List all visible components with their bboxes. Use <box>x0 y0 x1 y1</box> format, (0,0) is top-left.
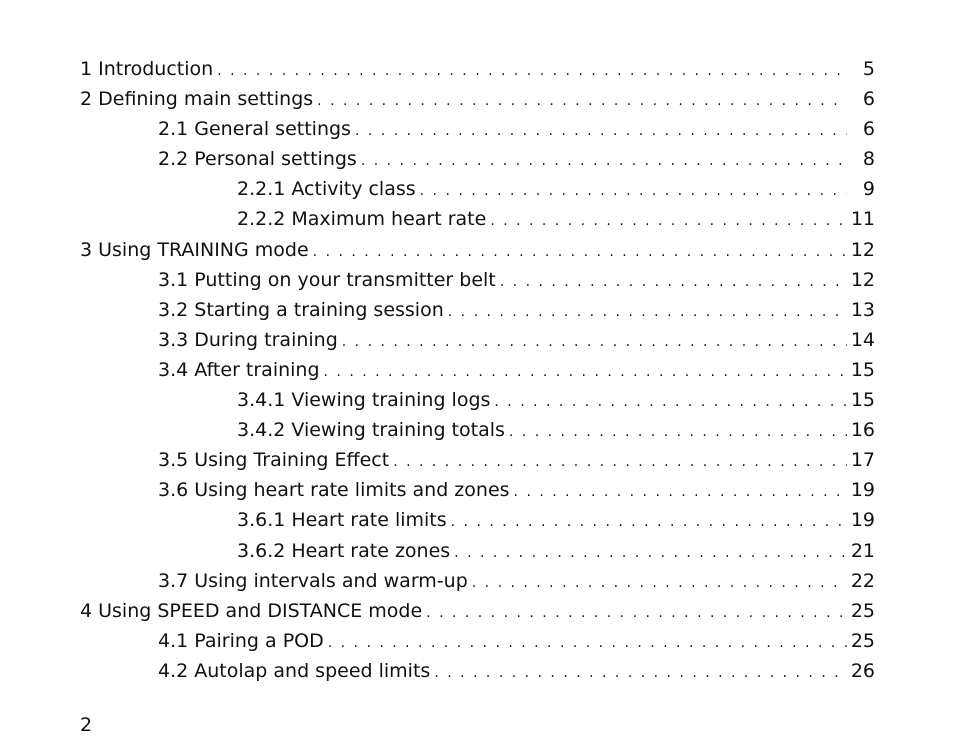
toc-entry[interactable] <box>80 355 875 385</box>
toc-entry[interactable] <box>80 385 875 415</box>
toc-entry-page: 26 <box>850 659 875 682</box>
toc-dot-leader <box>434 658 847 688</box>
toc-dot-leader <box>317 86 847 116</box>
toc-entry-page: 21 <box>850 539 875 562</box>
toc-dot-leader <box>324 357 847 387</box>
toc-entry-page: 19 <box>850 509 875 532</box>
toc-entry-page: 16 <box>850 419 875 442</box>
toc-entry[interactable] <box>80 84 875 114</box>
toc-dot-leader <box>217 56 847 86</box>
page-number: 2 <box>80 714 93 736</box>
toc-entry[interactable] <box>80 204 875 234</box>
toc-entry[interactable] <box>80 325 875 355</box>
toc-entry-page: 22 <box>850 569 875 592</box>
toc-dot-leader <box>328 628 847 658</box>
toc-entry[interactable] <box>80 114 875 144</box>
toc-dot-leader <box>448 297 847 327</box>
toc-entry-title: 4.2 Autolap and speed limits <box>158 659 431 682</box>
toc-entry-title: 3.4.2 Viewing training totals <box>237 419 505 442</box>
toc-entry[interactable] <box>80 505 875 535</box>
toc-dot-leader <box>472 568 847 598</box>
toc-entry[interactable] <box>80 536 875 566</box>
toc-entry-title: 1 Introduction <box>80 58 214 80</box>
toc-dot-leader <box>342 327 847 357</box>
toc-entry-title: 3.4.1 Viewing training logs <box>237 389 491 412</box>
toc-entry-title: 3.6.1 Heart rate limits <box>237 509 447 532</box>
toc-entry[interactable] <box>80 415 875 445</box>
toc-entry-title: 4 Using SPEED and DISTANCE mode <box>80 599 423 622</box>
toc-entry-page: 19 <box>850 479 875 502</box>
toc-dot-leader <box>313 237 847 267</box>
toc-entry-page: 5 <box>862 58 875 80</box>
toc-entry-title: 3 Using TRAINING mode <box>80 238 309 261</box>
toc-entry[interactable] <box>80 596 875 626</box>
toc-entry-title: 4.1 Pairing a POD <box>158 629 324 652</box>
toc-entry-page: 6 <box>862 118 875 141</box>
table-of-contents <box>80 54 875 686</box>
toc-entry[interactable] <box>80 475 875 505</box>
toc-entry[interactable] <box>80 566 875 596</box>
toc-entry-title: 3.6.2 Heart rate zones <box>237 539 451 562</box>
toc-entry[interactable] <box>80 295 875 325</box>
toc-dot-leader <box>451 507 847 537</box>
toc-dot-leader <box>494 387 846 417</box>
toc-entry-title: 3.7 Using intervals and warm-up <box>158 569 468 592</box>
toc-entry[interactable] <box>80 144 875 174</box>
toc-entry[interactable] <box>80 54 875 84</box>
toc-dot-leader <box>500 267 847 297</box>
toc-entry-title: 2.2.2 Maximum heart rate <box>237 208 487 231</box>
toc-entry-title: 3.4 After training <box>158 358 320 381</box>
toc-dot-leader <box>355 116 847 146</box>
toc-entry-page: 14 <box>850 328 875 351</box>
toc-entry-page: 11 <box>850 208 875 231</box>
toc-entry[interactable] <box>80 174 875 204</box>
toc-entry-page: 6 <box>862 88 875 111</box>
toc-entry-page: 13 <box>850 298 875 321</box>
toc-dot-leader <box>514 477 847 507</box>
toc-dot-leader <box>393 447 847 477</box>
toc-entry[interactable] <box>80 235 875 265</box>
toc-dot-leader <box>454 538 847 568</box>
toc-entry-page: 9 <box>862 178 875 201</box>
toc-entry-page: 25 <box>850 629 875 652</box>
toc-entry-title: 3.3 During training <box>158 328 338 351</box>
toc-entry-page: 15 <box>850 358 875 381</box>
toc-entry[interactable] <box>80 265 875 295</box>
toc-entry-page: 17 <box>850 449 875 472</box>
toc-entry-page: 15 <box>850 389 875 412</box>
toc-entry-page: 25 <box>850 599 875 622</box>
toc-entry-title: 3.5 Using Training Effect <box>158 449 390 472</box>
toc-entry-page: 12 <box>850 268 875 291</box>
toc-dot-leader <box>509 417 847 447</box>
toc-entry-title: 2.2.1 Activity class <box>237 178 416 201</box>
toc-dot-leader <box>420 176 847 206</box>
toc-entry-title: 3.6 Using heart rate limits and zones <box>158 479 510 502</box>
toc-dot-leader <box>490 206 847 236</box>
toc-entry-title: 3.2 Starting a training session <box>158 298 444 321</box>
toc-entry-title: 2 Defining main settings <box>80 88 314 111</box>
toc-entry[interactable] <box>80 656 875 686</box>
toc-entry-title: 3.1 Putting on your transmitter belt <box>158 268 496 291</box>
toc-entry-title: 2.1 General settings <box>158 118 351 141</box>
toc-entry[interactable] <box>80 445 875 475</box>
toc-entry-title: 2.2 Personal settings <box>158 148 357 171</box>
toc-entry-page: 12 <box>850 238 875 261</box>
toc-entry-page: 8 <box>862 148 875 171</box>
toc-dot-leader <box>361 146 847 176</box>
toc-dot-leader <box>426 598 847 628</box>
toc-entry[interactable] <box>80 626 875 656</box>
